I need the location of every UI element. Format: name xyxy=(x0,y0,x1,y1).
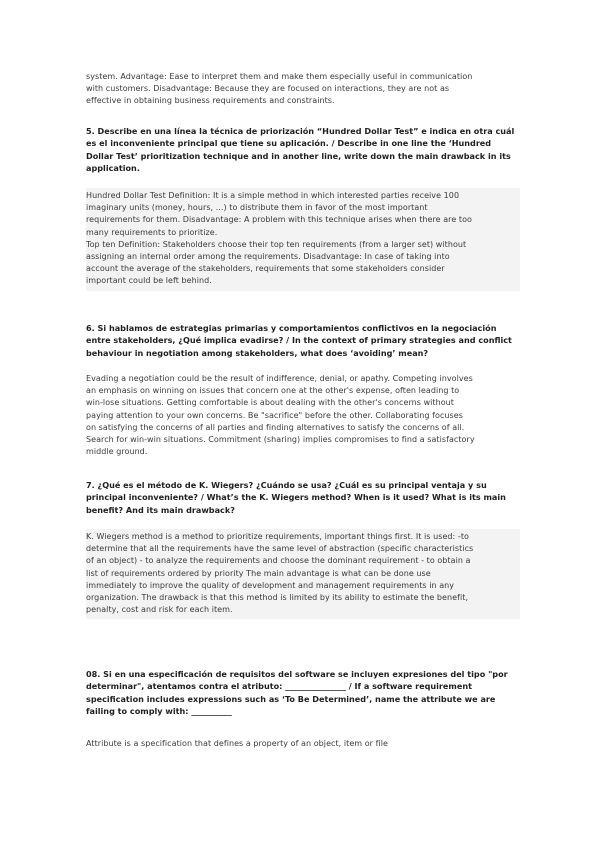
question-line: benefit? And its main drawback? xyxy=(86,504,235,515)
answer-line: win-lose situations. Getting comfortable is about dealing with the other's concerns without xyxy=(86,398,454,408)
answer-line: Search for win-win situations. Commitment (sharing) implies compromises to find a satisfactory xyxy=(86,435,475,445)
answer-line: Evading a negotiation could be the result of indifference, denial, or apathy. Competing involves xyxy=(86,374,473,383)
answer-line: on satisfying the concerns of all parties and finding alternatives to satisfy the concerns of all. xyxy=(86,422,465,432)
answer-line: Hundred Dollar Test Definition: It is a simple method in which interested parties receive 100 xyxy=(86,191,460,200)
text-line: system. Advantage: Ease to interpret them and make them especially useful in communication xyxy=(86,72,473,81)
text-line: effective in obtaining business requirements and constraints. xyxy=(86,96,335,106)
question-line: Dollar Test’ prioritization technique and in another line, write down the main drawback in its xyxy=(86,150,511,161)
text-line: with customers. Disadvantage: Because they are focused on interactions, they are not as xyxy=(86,84,450,94)
answer-6 xyxy=(86,373,516,458)
answer-line: list of requirements ordered by priority The main advantage is what can be done use xyxy=(86,568,431,578)
question-line: determinar", atentamos contra el atributo: _______________ / If a software requirement xyxy=(86,681,472,692)
question-5 xyxy=(86,125,516,174)
question-line: 08. Si en una especificación de requisitos del software se incluyen expresiones del tipo "por xyxy=(86,669,508,679)
answer-line: of an object) - to analyze the requirements and choose the dominant requirement - to obtain a xyxy=(86,556,471,566)
question-line: 7. ¿Qué es el método de K. Wiegers? ¿Cuándo se usa? ¿Cuál es su principal ventaja y su xyxy=(86,480,487,490)
answer-line: middle ground. xyxy=(86,447,148,457)
answer-line: an emphasis on winning on issues that concern one at the other's expense, often leading to xyxy=(86,386,460,396)
question-line: entre stakeholders, ¿Qué implica evadirse? / In the context of primary strategies and conflict xyxy=(86,335,512,346)
answer-line: requirements for them. Disadvantage: A problem with this technique arises when there are too xyxy=(86,215,472,225)
question-line: behaviour in negotiation among stakeholders, what does ‘avoiding’ mean? xyxy=(86,347,429,358)
question-line: application. xyxy=(86,162,140,173)
question-line: specification includes expressions such as ‘To Be Determined’, name the attribute we are xyxy=(86,693,496,704)
answer-line: imaginary units (money, hours, ...) to distribute them in favor of the most important xyxy=(86,203,428,213)
answer-line: penalty, cost and risk for each item. xyxy=(86,605,233,615)
question-line: principal inconveniente? / What’s the K. Wiegers method? When is it used? What is its main xyxy=(86,492,506,503)
answer-line: immediately to improve the quality of development and management requirements in any xyxy=(86,580,455,590)
answer-line: many requirements to prioritize. xyxy=(86,227,218,237)
question-line: es el inconveniente principal que tiene su aplicación. / Describe in one line the ‘Hundred xyxy=(86,138,492,149)
answer-line: assigning an internal order among the requirements. Disadvantage: In case of taking into xyxy=(86,252,450,262)
answer-line: organization. The drawback is that this method is limited by its ability to estimate the benefit, xyxy=(86,593,469,603)
question-6 xyxy=(86,322,516,359)
question-line: 5. Describe en una línea la técnica de priorización “Hundred Dollar Test” e indica en otra cuál xyxy=(86,126,515,136)
answer-line: Attribute is a specification that defines a property of an object, item or file xyxy=(86,739,388,748)
answer-line: important could be left behind. xyxy=(86,276,212,286)
question-7 xyxy=(86,479,516,516)
answer-line: Top ten Definition: Stakeholders choose their top ten requirements (from a larger set) without xyxy=(86,239,467,249)
answer-7 xyxy=(86,529,520,619)
answer-line: account the average of the stakeholders, requirements that some stakeholders consider xyxy=(86,264,445,274)
answer-line: determine that all the requirements have the same level of abstraction (specific characteristics xyxy=(86,544,474,554)
question-line: failing to comply with: __________ xyxy=(86,705,232,716)
top-answer-text xyxy=(86,71,516,108)
answer-line: paying attention to your own concerns. Be "sacrifice" before the other. Collaborating focuses xyxy=(86,410,463,420)
answer-8 xyxy=(86,738,516,750)
answer-5 xyxy=(86,188,520,291)
question-8 xyxy=(86,668,516,717)
question-line: 6. Si hablamos de estrategias primarias y comportamientos conflictivos en la negociación xyxy=(86,323,497,333)
answer-line: K. Wiegers method is a method to prioritize requirements, important things first. It is used: -to xyxy=(86,532,469,541)
